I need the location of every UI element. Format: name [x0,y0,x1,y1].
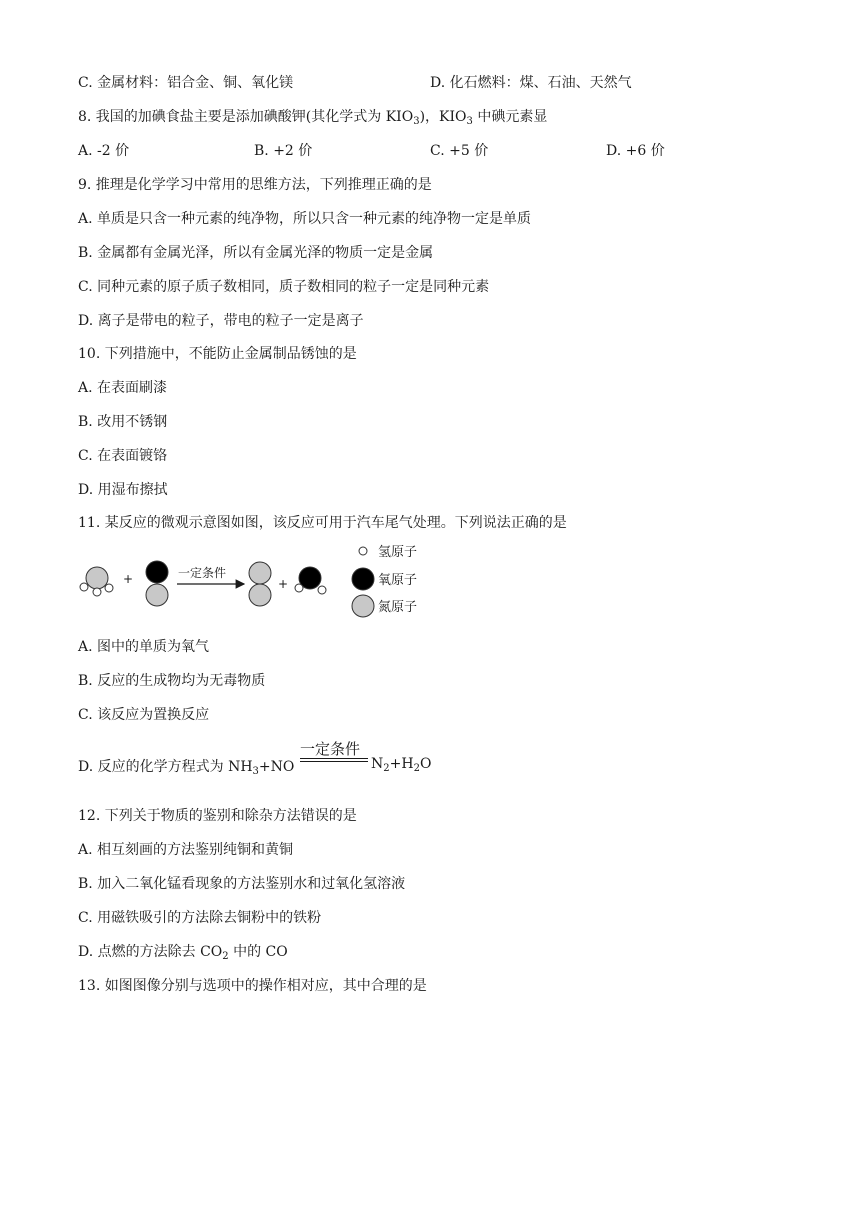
question-9-option-b: B. 金属都有金属光泽，所以有金属光泽的物质一定是金属 [78,245,434,261]
equation-equals-top [300,758,368,759]
reaction-microscopic-diagram [78,540,438,624]
question-11-option-a: A. 图中的单质为氧气 [78,639,210,655]
nitrogen-atom-icon [352,595,374,617]
question-9-option-a: A. 单质是只含一种元素的纯净物，所以只含一种元素的纯净物一定是单质 [78,211,532,227]
question-12-option-c: C. 用磁铁吸引的方法除去铜粉中的铁粉 [78,910,322,926]
question-11-option-c: C. 该反应为置换反应 [78,707,210,723]
question-8-option-d: D. +6 价 [606,143,665,159]
question-12-option-a: A. 相互刻画的方法鉴别纯铜和黄铜 [78,842,294,858]
legend-oxygen: 氧原子 [378,573,418,588]
equation-reactants: D. 反应的化学方程式为 $NH_3+NO$ [78,759,295,777]
water-molecule-icon [295,567,326,594]
question-11-option-b: B. 反应的生成物均为无毒物质 [78,673,266,689]
oxygen-atom-icon [352,568,374,590]
legend-nitrogen: 氮原子 [378,600,418,615]
option-d-q7: D. 化石燃料：煤、石油、天然气 [430,75,632,91]
question-12-option-d: D. 点燃的方法除去 $CO_2$ 中的 CO [78,944,288,962]
question-9-option-c: C. 同种元素的原子质子数相同，质子数相同的粒子一定是同种元素 [78,279,490,295]
equation-products: $N_2+H_2O$ [371,756,432,774]
question-11-stem: 11. 某反应的微观示意图如图，该反应可用于汽车尾气处理。下列说法正确的是 [78,515,567,531]
legend-hydrogen: 氢原子 [378,545,418,560]
question-9-stem: 9. 推理是化学学习中常用的思维方法，下列推理正确的是 [78,177,432,193]
question-10-option-b: B. 改用不锈钢 [78,414,168,430]
question-8-stem: 8. 我国的加碘食盐主要是添加碘酸钾(其化学式为 $KIO_3$)，$KIO_3$ 中碘元素显 [78,109,548,127]
hydrogen-atom-icon [359,547,367,555]
plus-sign: + [123,572,134,586]
question-10-option-a: A. 在表面刷漆 [78,380,168,396]
question-8-option-a: A. -2 价 [78,143,130,159]
plus-sign-2: + [278,577,289,591]
option-c-q7: C. 金属材料：铝合金、铜、氧化镁 [78,75,294,91]
question-13-stem: 13. 如图图像分别与选项中的操作相对应，其中合理的是 [78,978,427,994]
arrow-condition-label: 一定条件 [178,566,227,580]
question-12-option-b: B. 加入二氧化锰看现象的方法鉴别水和过氧化氢溶液 [78,876,406,892]
nitric-oxide-molecule-icon [146,561,168,606]
question-10-option-d: D. 用湿布擦拭 [78,482,168,498]
ammonia-molecule-icon [80,567,113,596]
question-8-option-b: B. +2 价 [254,143,313,159]
question-12-stem: 12. 下列关于物质的鉴别和除杂方法错误的是 [78,808,357,824]
question-9-option-d: D. 离子是带电的粒子，带电的粒子一定是离子 [78,313,364,329]
equation-condition: 一定条件 [300,740,361,758]
question-8-option-c: C. +5 价 [430,143,489,159]
question-11-option-d [78,738,478,778]
question-10-stem: 10. 下列措施中，不能防止金属制品锈蚀的是 [78,346,357,362]
legend [352,545,417,617]
equation-equals-bottom [300,761,368,762]
nitrogen-molecule-icon [249,562,271,606]
question-10-option-c: C. 在表面镀铬 [78,448,168,464]
